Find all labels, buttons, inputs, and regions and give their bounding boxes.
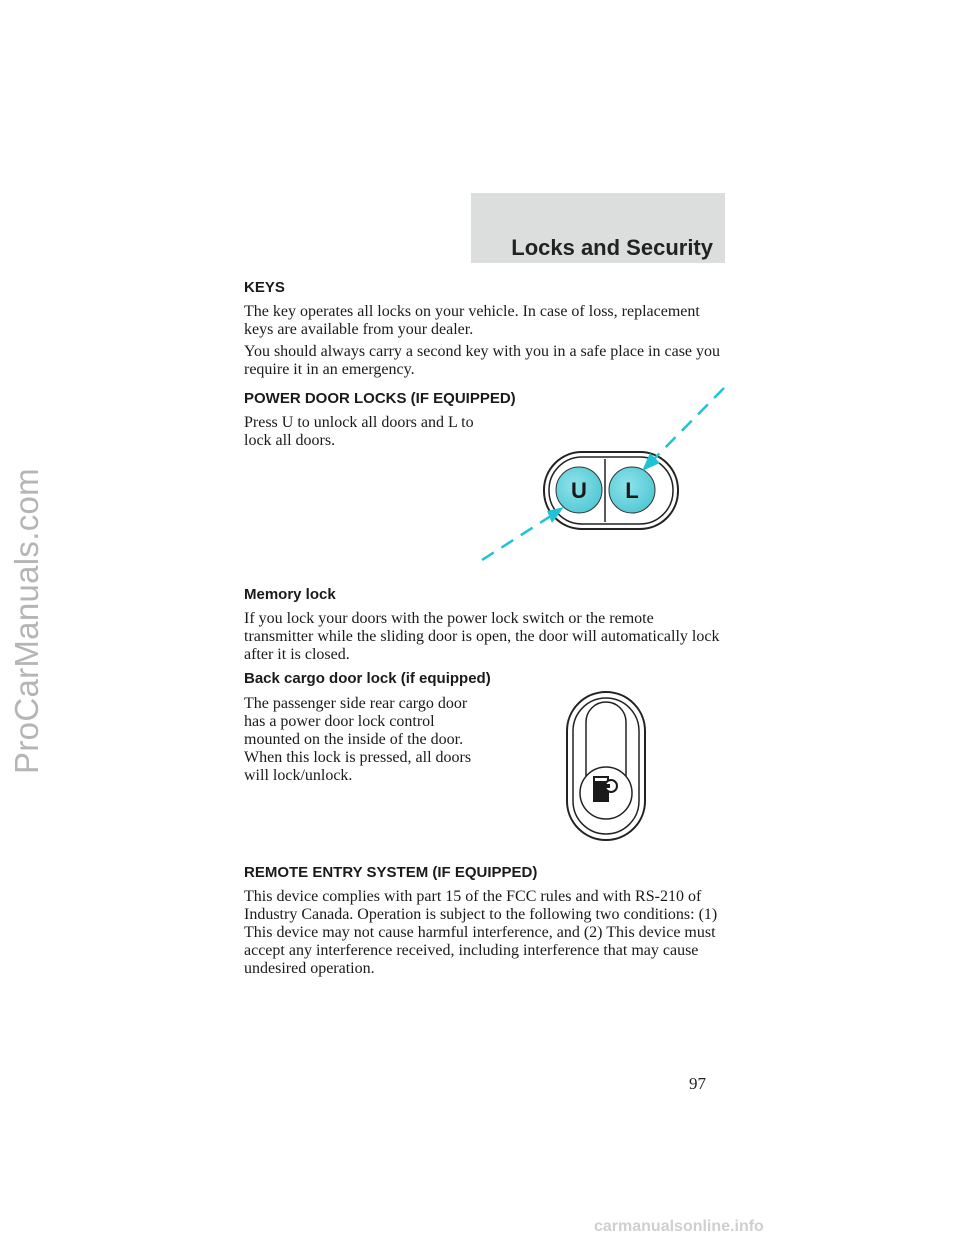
section-header — [471, 193, 725, 263]
keys-heading: KEYS — [244, 279, 285, 296]
keys-paragraph-2: You should always carry a second key with you in a safe place in case you require it in an emergency. — [244, 343, 721, 378]
memory-lock-heading: Memory lock — [244, 586, 336, 603]
lock-pointer-line — [654, 388, 724, 459]
power-locks-heading: POWER DOOR LOCKS (IF EQUIPPED) — [244, 390, 516, 407]
keys-paragraph-1: The key operates all locks on your vehicle. In case of loss, replacement keys are available from your dealer. — [244, 303, 700, 338]
cargo-lock-control-illustration — [563, 688, 653, 843]
lock-button-label: L — [625, 478, 639, 503]
unlock-button-label: U — [571, 478, 587, 503]
power-lock-switch-illustration — [478, 383, 728, 583]
power-locks-paragraph: Press U to unlock all doors and L to lock all doors. — [244, 414, 474, 449]
remote-entry-heading: REMOTE ENTRY SYSTEM (IF EQUIPPED) — [244, 864, 538, 881]
side-watermark: ProCarManuals.com — [8, 468, 45, 774]
remote-entry-paragraph: This device complies with part 15 of the FCC rules and with RS-210 of Industry Canada. Operation is subject to the following two conditions: (1) This device may not cause harmful interference, and (2) This device must accept any interference received, including interference that may cause undesired operation. — [244, 888, 718, 977]
cargo-lock-paragraph: The passenger side rear cargo door has a power door lock control mounted on the inside of the door. When this lock is pressed, all doors will lock/unlock. — [244, 695, 472, 784]
memory-lock-paragraph: If you lock your doors with the power lock switch or the remote transmitter while the sliding door is open, the door will automatically lock after it is closed. — [244, 610, 720, 663]
section-title: Locks and Security — [511, 235, 713, 260]
unlock-pointer-line — [482, 514, 554, 560]
page-number: 97 — [689, 1074, 706, 1093]
cargo-lock-heading: Back cargo door lock (if equipped) — [244, 670, 491, 687]
footer-watermark: carmanualsonline.info — [594, 1218, 764, 1235]
